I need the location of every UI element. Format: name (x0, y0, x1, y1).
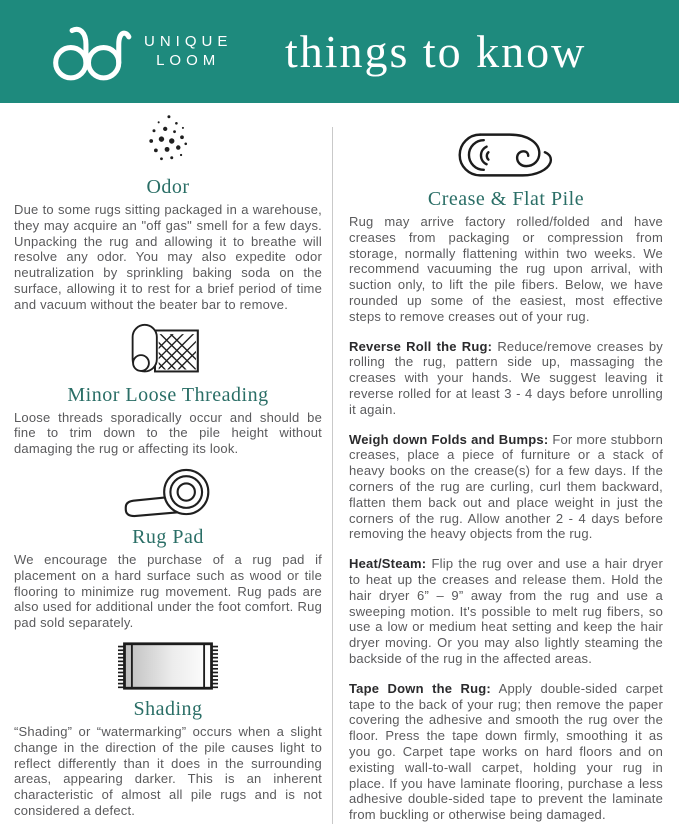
section-body-odor: Due to some rugs sitting packaged in a warehouse, they may acquire an "off gas" smell for a few days. Unpacking the rug and allowing it to breathe will resolve any odor. You may also expedite odor neutralization by sprinkling baking soda on the surface, allowing it to rest for a brief period of time and vacuum without the beater bar to remove. (14, 202, 322, 312)
tip-reverse-roll (349, 339, 663, 418)
tip-body-heat-steam: Flip the rug over and use a hair dryer to heat up the creases and release them. Hold the hair dryer 6” – 9” away from the rug and use a sweeping motion. It's possible to melt rug fibers, so use a low or medium heat setting and keep the hair dryer moving. Or you may also lightly steaming the backside of the rug in the affected areas. (349, 556, 663, 666)
section-body-crease: Rug may arrive factory rolled/folded and have creases from packaging or compression from storage, normally flattening within two weeks. We recommend vacuuming the rug upon arrival, with suction only, to lift the pile fibers. Below, we have rounded up some of the easiest, most effective steps to remove creases out of your rug. (349, 214, 663, 324)
section-heading-crease: Crease & Flat Pile (427, 188, 585, 210)
brand-wordmark: UNIQUE LOOM (144, 32, 233, 69)
brand-lockup (50, 22, 232, 82)
section-odor (14, 113, 322, 313)
header-banner (0, 0, 679, 103)
tip-label-weigh-down: Weigh down Folds and Bumps: (349, 431, 549, 447)
unique-loom-double-loop-logo-icon (50, 22, 132, 82)
tip-tape-down (349, 681, 663, 823)
section-shading (14, 641, 322, 819)
section-crease-flat-pile (349, 129, 663, 823)
section-heading-odor: Odor (146, 176, 190, 198)
tip-heat-steam (349, 556, 663, 667)
right-column (333, 103, 665, 824)
section-body-rug-pad: We encourage the purchase of a rug pad if placement on a hard surface such as wood or tile flooring to minimize rug movement. Rug pads are also used for additional under the foot comfort. Rug pad sold separately. (14, 551, 322, 631)
section-body-threading: Loose threads sporadically occur and should be fine to trim down to the pile height without damaging the rug or affecting its look. (14, 409, 322, 457)
tip-body-tape-down: Apply double-sided carpet tape to the back of your rug; then remove the paper covering the adhesive and smooth the rug over the floor. Press the tape down firmly, smoothing it as you go. Carpet tape works on hard floors and on existing wall-to-wall carpet, holding your rug in place. If you have laminate flooring, purchase a less adhesive double-sided tape to prevent the laminate from buckling or otherwise being damaged. (349, 680, 663, 823)
section-heading-rug-pad: Rug Pad (132, 525, 204, 548)
left-column (14, 103, 332, 824)
tip-label-reverse-roll: Reverse Roll the Rug: (349, 338, 493, 354)
page-title: things to know (284, 26, 587, 77)
section-rug-pad (14, 467, 322, 631)
tip-weigh-down (349, 432, 663, 543)
section-heading-threading: Minor Loose Threading (67, 383, 269, 406)
odor-scatter-dots-icon (14, 113, 322, 169)
rug-pad-roll-icon (14, 467, 322, 519)
rolled-rug-side-spiral-icon (349, 129, 663, 181)
section-heading-shading: Shading (133, 697, 203, 720)
fringed-rug-shading-icon (14, 641, 322, 691)
rolled-rug-crosshatch-icon (14, 323, 322, 377)
section-minor-loose-threading (14, 323, 322, 457)
section-body-shading: “Shading” or “watermarking” occurs when a slight change in the direction of the pile causes light to reflect differently than it does in the surrounding areas, appearing darker. This is an inherent characteristic of almost all pile rugs and is not considered a defect. (14, 723, 322, 818)
tip-body-reverse-roll: Reduce/remove creases by rolling the rug, pattern side up, massaging the creases with your hands. We suggest leaving it reverse rolled for at least 3 - 4 days before unrolling it again. (349, 338, 663, 417)
tip-label-tape-down: Tape Down the Rug: (349, 680, 491, 696)
tip-label-heat-steam: Heat/Steam: (349, 556, 427, 572)
tip-body-weigh-down: For more stubborn creases, place a piece of furniture or a stack of heavy books on the crease(s) for a few days. If the corners of the rug are curling, curl them backward, flatten them back out and place weight in just the corners of the rug. Allow another 2 - 4 days before removing the heavy objects from the rug. (349, 431, 663, 542)
content-area (0, 103, 679, 824)
